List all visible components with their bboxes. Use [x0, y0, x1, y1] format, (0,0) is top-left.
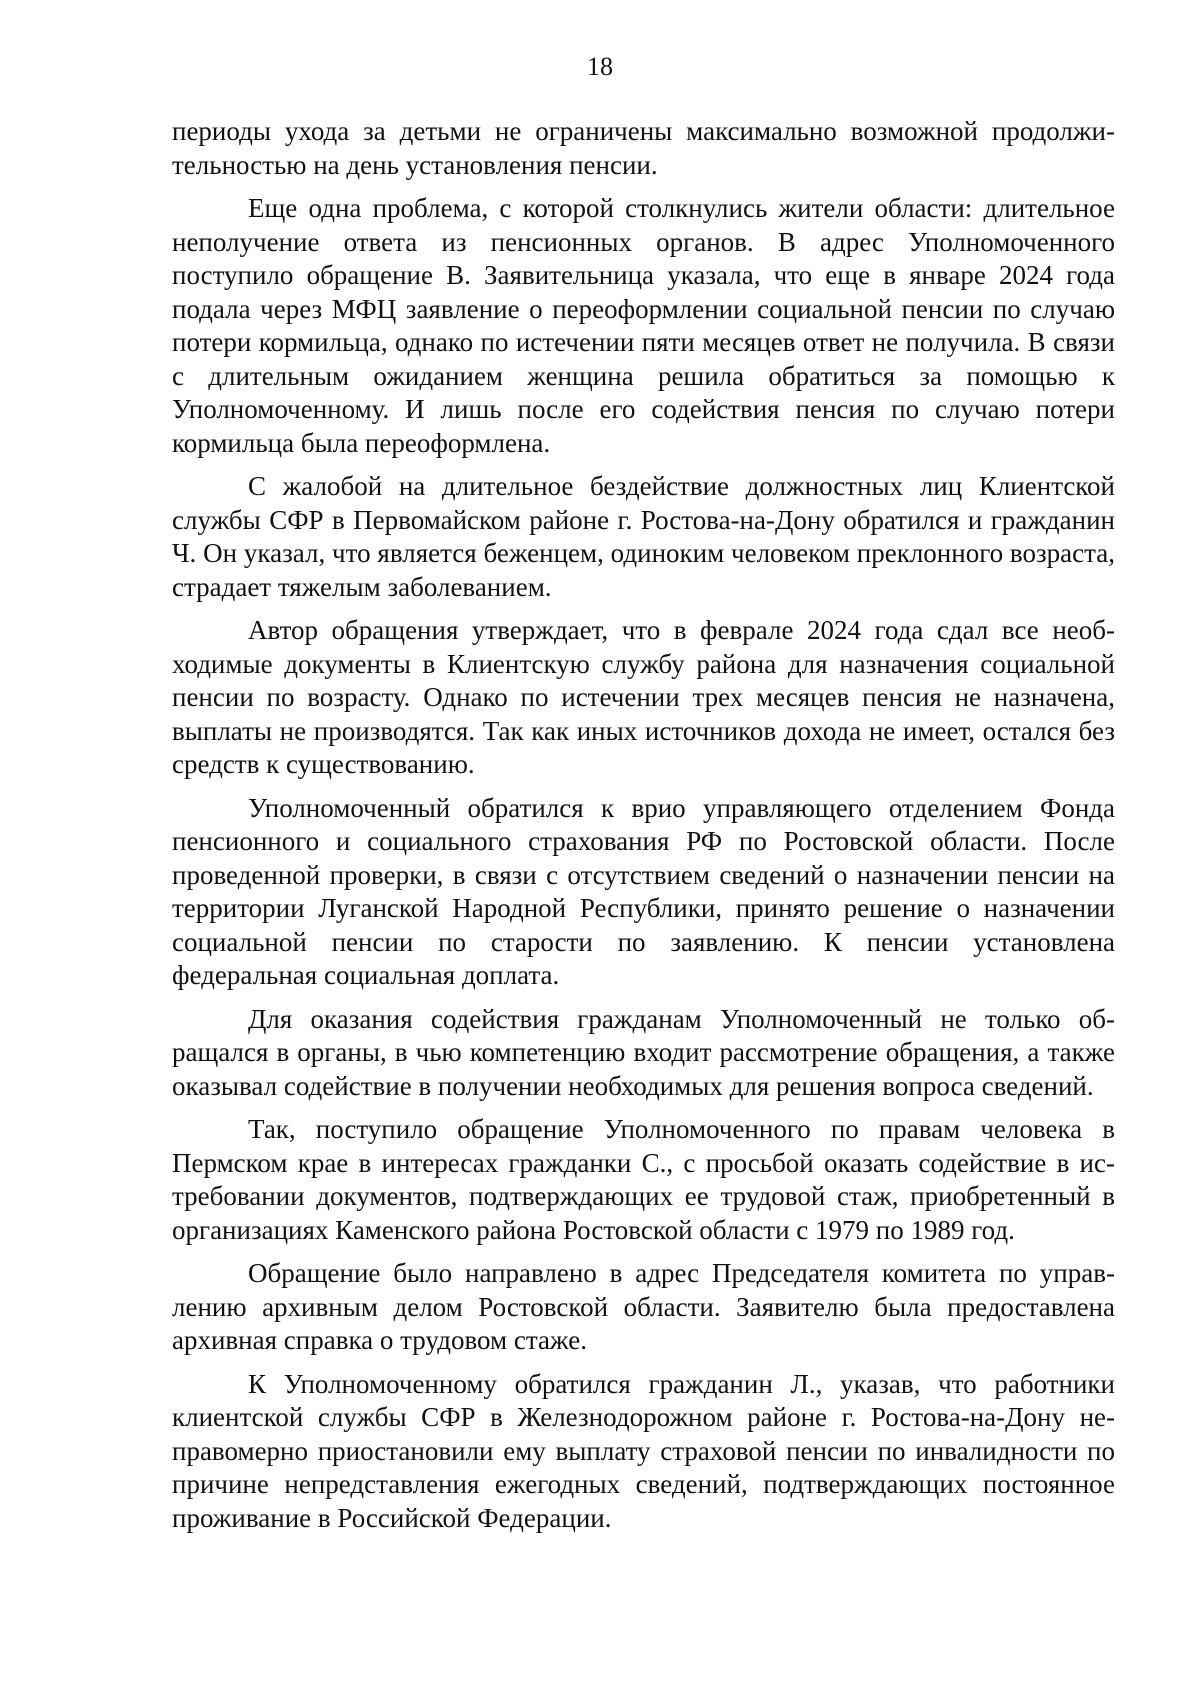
paragraph-continuation: периоды ухода за детьми не ограничены максимально возможной продолжительностью на день установления пенсии.	[172, 116, 1115, 180]
page-number: 18	[587, 52, 613, 81]
paragraph: Для оказания содействия гражданам Уполномоченный не только обращался в органы, в чью компетенцию входит рассмотрение обращения, а также оказывал содействие в получении необходимых для решения вопроса сведений.	[172, 1003, 1115, 1101]
paragraph: Еще одна проблема, с которой столкнулись жители области: длительное неполучение ответа из пенсионных органов. В адрес Уполномоченного поступило обращение В. Заявительница указала, что еще в январе 2024 года подала через МФЦ заявление о переоформлении социальной пенсии по случаю потери кормильца, однако по истечении пяти месяцев ответ не получила. В связи с длительным ожиданием женщина решила обратиться за помощью к Уполномоченному. И лишь после его содействия пенсия по случаю потери кормильца была переоформлена.	[172, 193, 1115, 458]
paragraph: Уполномоченный обратился к врио управляющего отделением Фонда пенсионного и социального страхования РФ по Ростовской области. После проведенной проверки, в связи с отсутствием сведений о назначении пенсии на территории Луганской Народной Республики, принято решение о назначении социальной пенсии по старости по заявлению. К пенсии установлена федеральная социальная доплата.	[172, 792, 1115, 990]
paragraph: Автор обращения утверждает, что в феврале 2024 года сдал все необходимые документы в Клиентскую службу района для назначения социальной пенсии по возрасту. Однако по истечении трех месяцев пенсия не назначена, выплаты не производятся. Так как иных источников дохода не имеет, остался без средств к существованию.	[172, 615, 1115, 779]
paragraph: Так, поступило обращение Уполномоченного по правам человека в Пермском крае в интересах гражданки С., с просьбой оказать содействие в истребовании документов, подтверждающих ее трудовой стаж, приобретенный в организациях Каменского района Ростовской области с 1979 по 1989 год.	[172, 1114, 1115, 1245]
paragraph: Обращение было направлено в адрес Председателя комитета по управлению архивным делом Ростовской области. Заявителю была предоставлена архивная справка о трудовом стаже.	[172, 1258, 1115, 1355]
document-body	[172, 115, 1115, 1535]
paragraph: С жалобой на длительное бездействие должностных лиц Клиентской службы СФР в Первомайском районе г. Ростова-на-Дону обратился и гражданин Ч. Он указал, что является беженцем, одиноким человеком преклонного возраста, страдает тяжелым заболеванием.	[172, 471, 1115, 602]
paragraph: К Уполномоченному обратился гражданин Л., указав, что работники клиентской службы СФР в Железнодорожном районе г. Ростова-на-Дону неправомерно приостановили ему выплату страховой пенсии по инвалидности по причине непредставления ежегодных сведений, подтверждающих постоянное проживание в Российской Федерации.	[172, 1368, 1115, 1533]
